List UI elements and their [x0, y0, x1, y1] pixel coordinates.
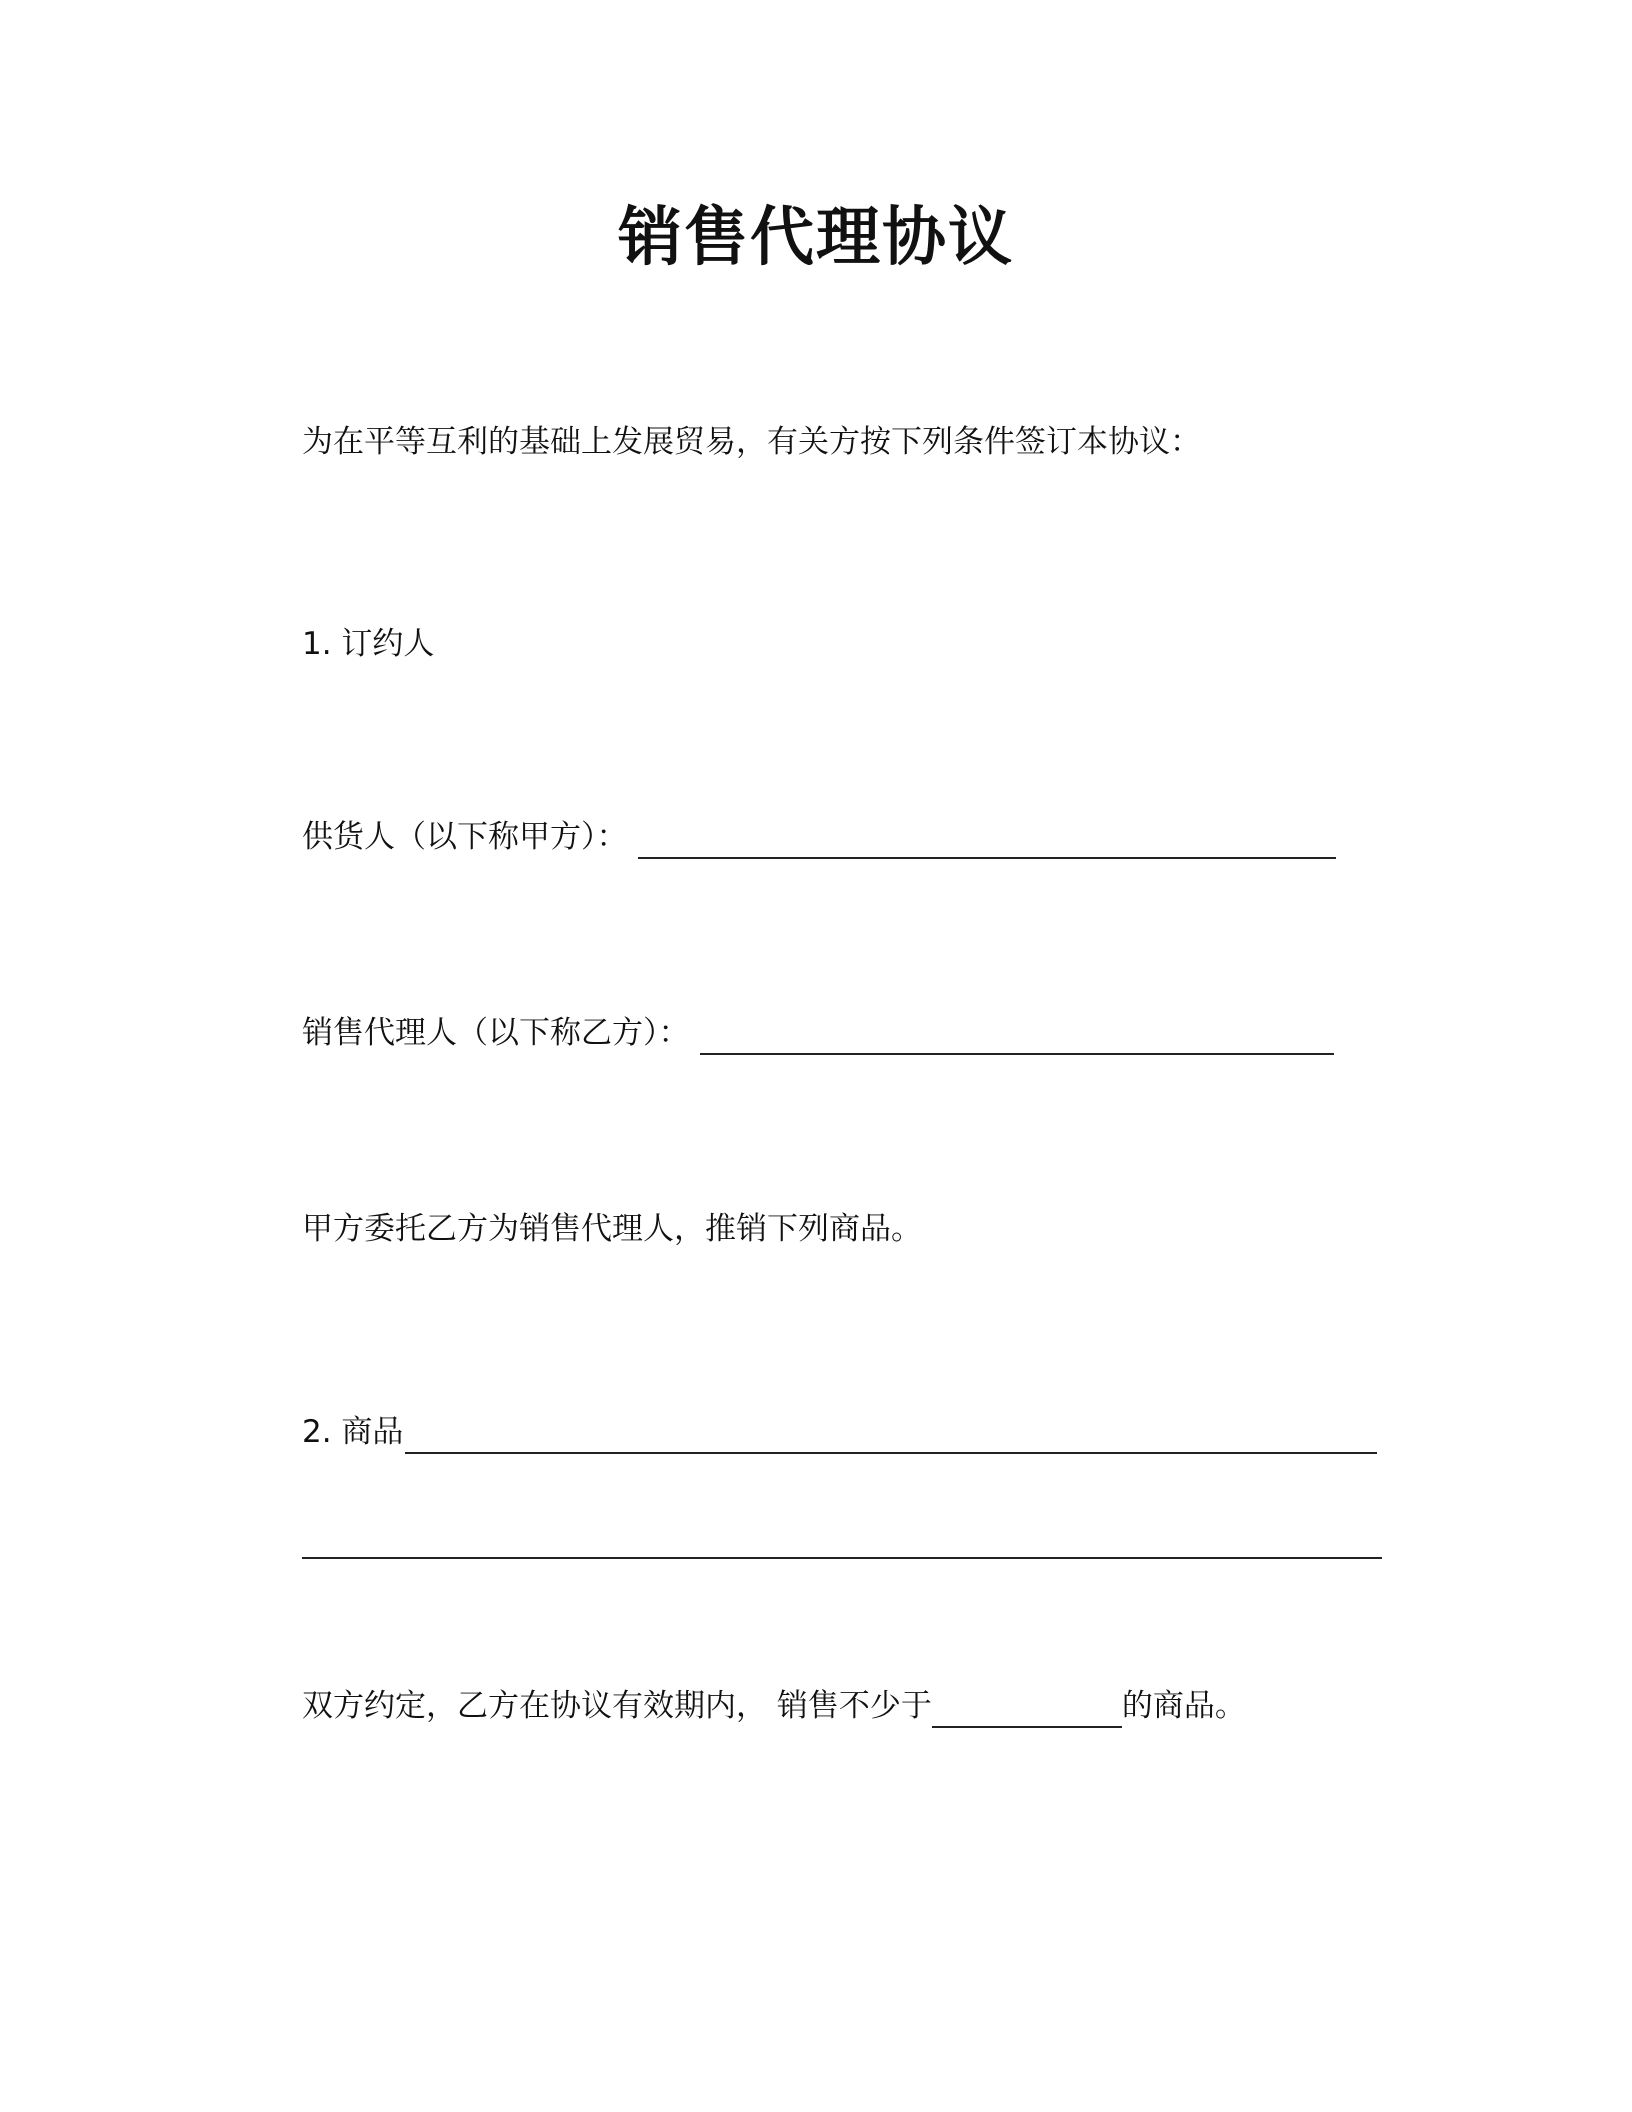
section2-heading-text: 2. 商品	[302, 1414, 404, 1450]
agreement-paragraph	[302, 1684, 1246, 1728]
goods-blank-field-continued[interactable]	[302, 1557, 1382, 1559]
supplier-label: 供货人（以下称甲方）：	[302, 819, 628, 855]
agent-line	[302, 1011, 1334, 1055]
goods-blank-field[interactable]	[405, 1416, 1377, 1454]
agent-blank-field[interactable]	[700, 1017, 1334, 1055]
intro-text: 为在平等互利的基础上发展贸易，有关方按下列条件签订本协议：	[302, 424, 1201, 460]
agent-label: 销售代理人（以下称乙方）：	[302, 1015, 690, 1051]
intro-paragraph	[302, 420, 1201, 464]
supplier-blank-field[interactable]	[638, 821, 1336, 859]
agreement-prefix: 双方约定，乙方在协议有效期内， 销售不少于	[302, 1688, 932, 1724]
entrust-paragraph	[302, 1207, 922, 1251]
supplier-line	[302, 815, 1336, 859]
entrust-text: 甲方委托乙方为销售代理人，推销下列商品。	[302, 1211, 922, 1247]
agreement-suffix: 的商品。	[1121, 1688, 1246, 1724]
section1-heading	[302, 622, 434, 666]
minimum-sales-blank-field[interactable]	[932, 1690, 1122, 1728]
document-title: 销售代理协议	[618, 201, 1014, 275]
section1-heading-text: 1. 订约人	[302, 626, 435, 662]
section2-heading	[302, 1410, 1377, 1454]
